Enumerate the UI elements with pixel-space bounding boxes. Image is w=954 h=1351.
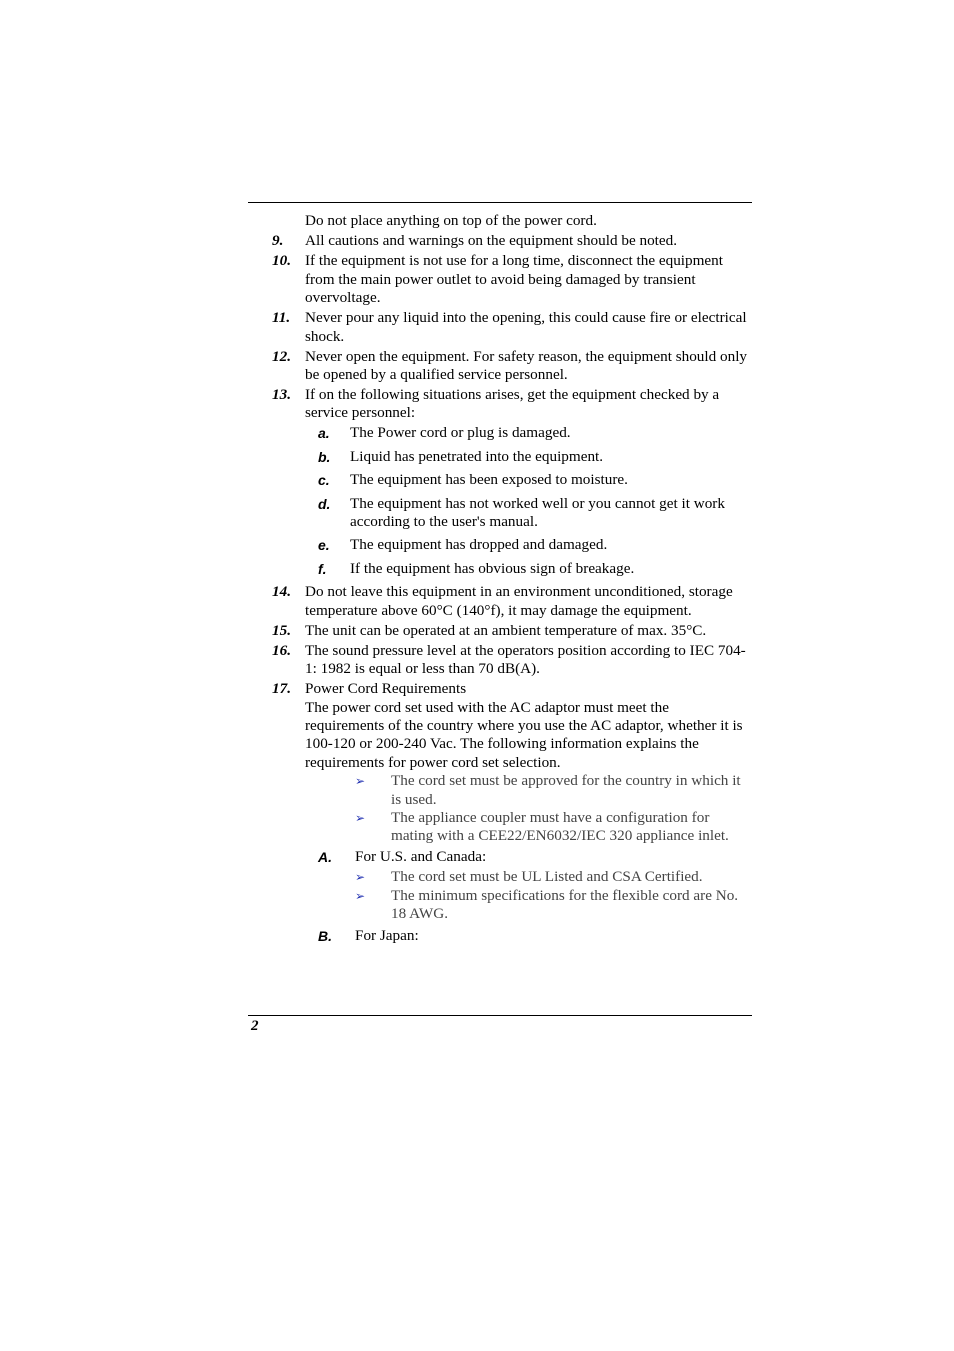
intro-line: Do not place anything on top of the power cord. [305,212,597,229]
item-number: 17. [272,680,291,698]
general-bullet [355,772,752,809]
general-bullet [355,809,752,846]
section-a-bullet [355,868,752,886]
sub-item-letter: b. [318,448,331,465]
sub-item-text: If the equipment has obvious sign of breakage. [350,559,635,577]
sub-item-letter: c. [318,472,330,489]
section-b-heading [318,927,752,945]
item-text: All cautions and warnings on the equipment should be noted. [305,232,678,250]
sub-item-f [318,560,752,578]
sub-item-text: The equipment has not worked well or you cannot get it work according to the user's manual. [350,494,725,531]
list-item-14 [248,583,752,620]
sub-item-text: Liquid has penetrated into the equipment. [350,447,604,465]
list-item-9 [248,232,752,250]
section-a-bullet [355,887,752,924]
arrow-bullet-icon: ➢ [355,870,366,885]
section-letter: A. [318,848,332,865]
document-body [248,212,752,948]
sub-item-e [318,536,752,554]
list-item-16 [248,642,752,679]
sub-item-c [318,471,752,489]
bullet-text: The appliance coupler must have a configuration for mating with a CEE22/EN6032/IEC 320 appliance inlet. [391,808,729,845]
bullet-text: The cord set must be approved for the country in which it is used. [391,772,741,808]
item-text: Never pour any liquid into the opening, this could cause fire or electrical shock. [305,309,747,345]
section-title: For Japan: [355,927,419,945]
header-rule [248,202,752,203]
sub-item-b [318,448,752,466]
item-number: 13. [272,386,291,404]
sub-item-letter: f. [318,560,327,577]
sub-item-a [318,424,752,442]
sub-item-text: The equipment has dropped and damaged. [350,536,608,554]
footer-rule [248,1015,752,1016]
item-text: The unit can be operated at an ambient temperature of max. 35°C. [305,621,707,639]
section-a-heading [318,848,752,866]
item-number: 16. [272,641,291,659]
item-text: The sound pressure level at the operators position according to IEC 704-1: 1982 is equal or less than 70 dB(A). [305,641,746,678]
item-text: Do not leave this equipment in an environment unconditioned, storage temperature above 60°C (140°f), it may damage the equipment. [305,583,733,619]
section-title: For U.S. and Canada: [355,847,487,865]
item-text: If on the following situations arises, get the equipment checked by a service personnel: [305,386,720,422]
sub-item-d [318,495,752,532]
item-number: 15. [272,621,291,639]
item-text: Power Cord Requirements [305,680,467,698]
sub-item-text: The equipment has been exposed to moisture. [350,471,628,489]
arrow-bullet-icon: ➢ [355,774,366,789]
list-item-12 [248,348,752,385]
bullet-text: The minimum specifications for the flexible cord are No. 18 AWG. [391,886,739,922]
list-item-13 [248,386,752,423]
page-number: 2 [251,1018,259,1034]
item-number: 9. [272,232,284,250]
list-item-15 [248,622,752,640]
list-item-10 [248,252,752,307]
item-number: 10. [272,252,291,270]
list-item-11 [248,309,752,346]
bullet-text: The cord set must be UL Listed and CSA Certified. [391,868,703,886]
item-number: 11. [272,309,291,327]
arrow-bullet-icon: ➢ [355,888,366,903]
sub-item-letter: e. [318,537,330,554]
item-text: If the equipment is not use for a long time, disconnect the equipment from the main power outlet to avoid being damaged by transient overvoltage. [305,252,723,307]
sub-item-text: The Power cord or plug is damaged. [350,424,571,442]
item-number: 12. [272,347,291,365]
sub-item-letter: a. [318,425,330,442]
item-text: Never open the equipment. For safety reason, the equipment should only be opened by a qualified service personnel. [305,347,748,384]
sub-item-letter: d. [318,495,331,512]
section-letter: B. [318,928,332,945]
arrow-bullet-icon: ➢ [355,810,366,825]
power-cord-paragraph: The power cord set used with the AC adaptor must meet the requirements of the country where you use the AC adaptor, whether it is 100-120 or 200-240 Vac. The following information explains the requirements for power cord set selection. [305,698,743,771]
list-item-17 [248,680,752,698]
item-number: 14. [272,583,291,601]
